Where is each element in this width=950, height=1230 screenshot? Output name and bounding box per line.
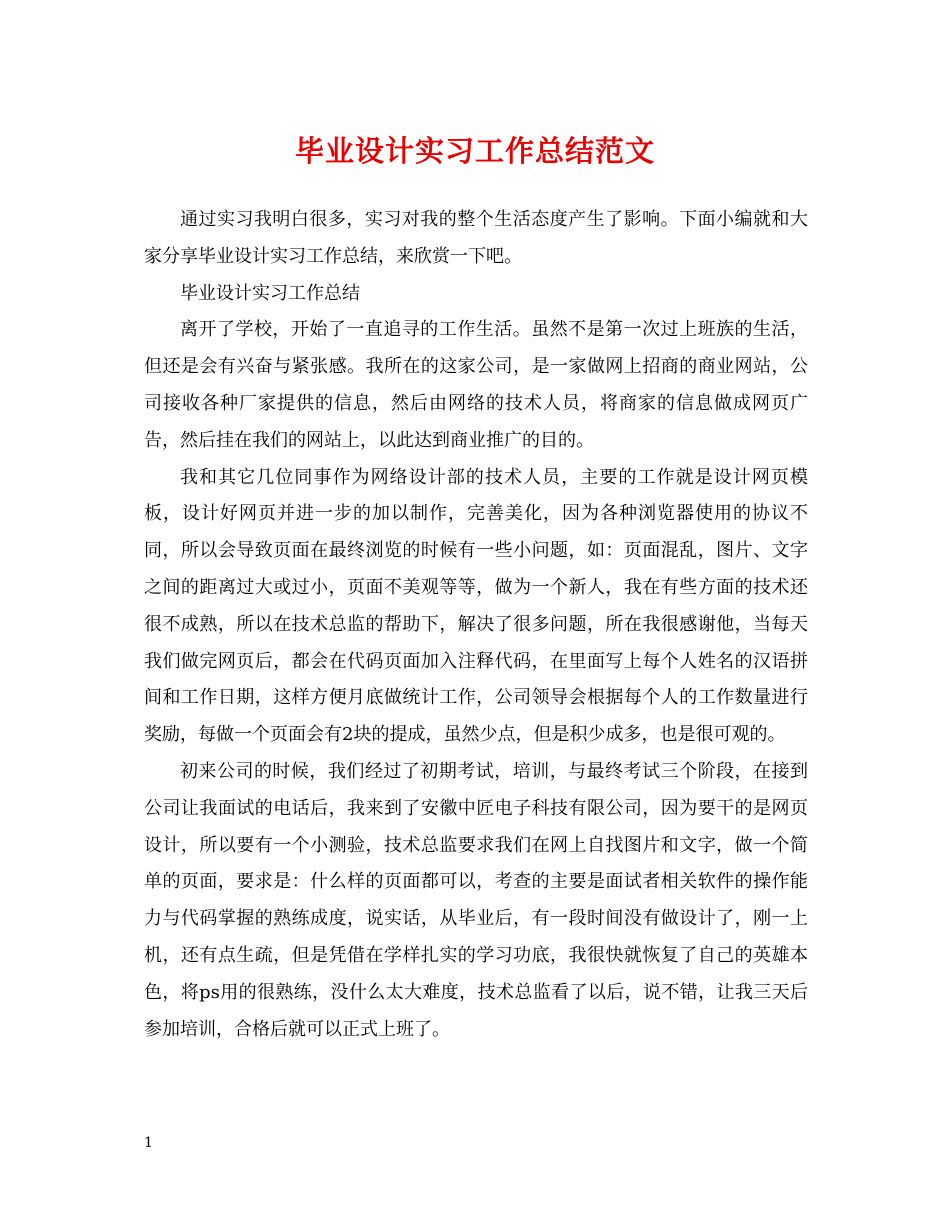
paragraph-subheading: 毕业设计实习工作总结 [180, 282, 360, 304]
paragraph-2: 我和其它几位同事作为网络设计部的技术人员，主要的工作就是设计网页模板，设计好网页并进一步的加以制作，完善美化，因为各种浏览器使用的协议不同，所以会导致页面在最终浏览的时候有一些小问题，如：页面混乱，图片、文字之间的距离过大或过小，页面不美观等等，做为一个新人，我在有些方面的技术还很不成熟，所以在技术总监的帮助下，解决了很多问题，所在我很感谢他，当每天我们做完网页后，都会在代码页面加入注释代码，在里面写上每个人姓名的汉语拼间和工作日期，这样方便月底做统计工作，公司领导会根据每个人的工作数量进行奖励，每做一个页面会有2块的提成，虽然少点，但是积少成多，也是很可观的。 [144, 466, 808, 746]
paragraph-intro: 通过实习我明白很多，实习对我的整个生活态度产生了影响。下面小编就和大家分享毕业设计实习工作总结，来欣赏一下吧。 [144, 209, 808, 267]
page-number: 1 [144, 1135, 153, 1151]
document-title: 毕业设计实习工作总结范文 [294, 134, 655, 168]
document-body [144, 202, 808, 1048]
paragraph-1: 离开了学校，开始了一直追寻的工作生活。虽然不是第一次过上班族的生活，但还是会有兴奋与紧张感。我所在的这家公司，是一家做网上招商的商业网站，公司接收各种厂家提供的信息，然后由网络的技术人员，将商家的信息做成网页广告，然后挂在我们的网站上，以此达到商业推广的目的。 [144, 319, 808, 451]
paragraph-3: 初来公司的时候，我们经过了初期考试，培训，与最终考试三个阶段，在接到公司让我面试的电话后，我来到了安徽中匠电子科技有限公司，因为要干的是网页设计，所以要有一个小测验，技术总监要求我们在网上自找图片和文字，做一个简单的页面，要求是：什么样的页面都可以，考查的主要是面试者相关软件的操作能力与代码掌握的熟练成度，说实话，从毕业后，有一段时间没有做设计了，刚一上机，还有点生疏，但是凭借在学样扎实的学习功底，我很快就恢复了自己的英雄本色，将ps用的很熟练，没什么太大难度，技术总监看了以后，说不错，让我三天后参加培训，合格后就可以正式上班了。 [144, 760, 808, 1040]
